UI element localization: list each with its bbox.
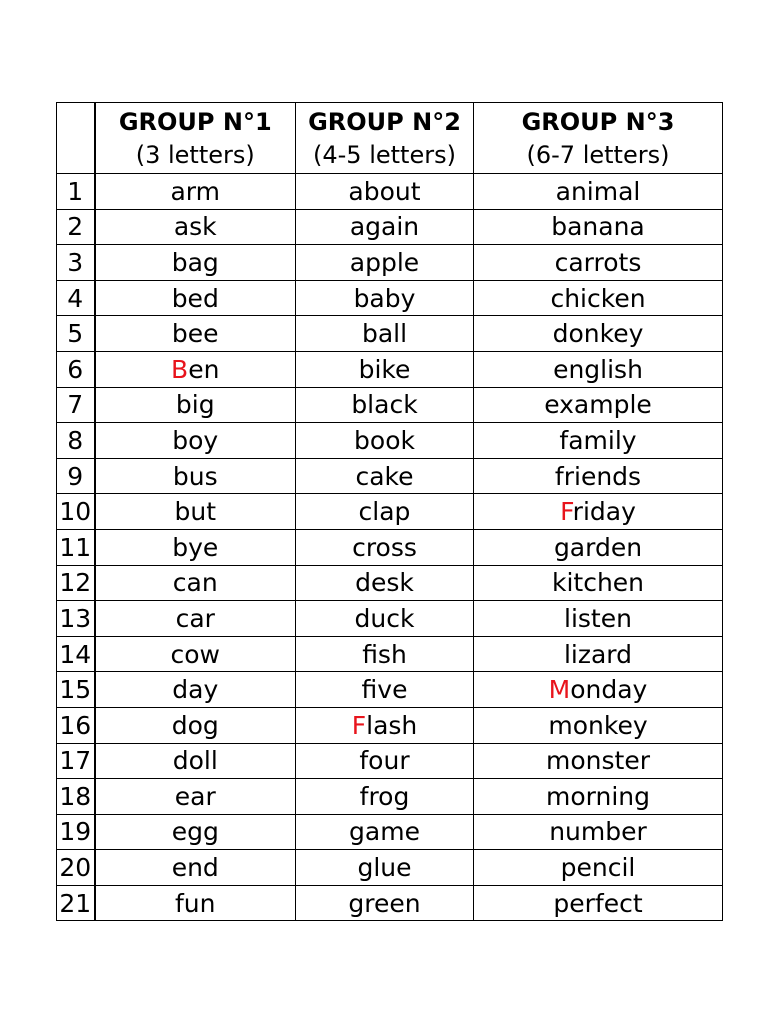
- group-2-subtitle: (4-5 letters): [313, 141, 456, 169]
- group-1-word: day: [95, 672, 296, 708]
- row-number: 11: [57, 529, 95, 565]
- group-1-word: dog: [95, 707, 296, 743]
- header-group-1: [95, 103, 296, 174]
- table-row: [57, 280, 723, 316]
- group-2-word: clap: [296, 494, 474, 530]
- table-row: [57, 458, 723, 494]
- group-3-word: Friday: [474, 494, 723, 530]
- group-3-word: lizard: [474, 636, 723, 672]
- table-row: [57, 885, 723, 921]
- group-1-word: can: [95, 565, 296, 601]
- group-3-title: GROUP N°3: [521, 108, 675, 136]
- table-row: [57, 850, 723, 886]
- table-row: [57, 779, 723, 815]
- group-1-word: egg: [95, 814, 296, 850]
- row-number: 9: [57, 458, 95, 494]
- group-2-word: again: [296, 209, 474, 245]
- group-3-word: banana: [474, 209, 723, 245]
- group-2-word: ball: [296, 316, 474, 352]
- group-1-word: but: [95, 494, 296, 530]
- group-2-word: Flash: [296, 707, 474, 743]
- group-1-word: end: [95, 850, 296, 886]
- group-3-word: number: [474, 814, 723, 850]
- group-2-word: fish: [296, 636, 474, 672]
- table-row: [57, 565, 723, 601]
- group-3-word: garden: [474, 529, 723, 565]
- group-3-word: donkey: [474, 316, 723, 352]
- table-row: [57, 387, 723, 423]
- row-number: 19: [57, 814, 95, 850]
- group-1-word: Ben: [95, 351, 296, 387]
- group-1-word: big: [95, 387, 296, 423]
- row-number: 16: [57, 707, 95, 743]
- group-2-word: duck: [296, 601, 474, 637]
- group-1-word: bee: [95, 316, 296, 352]
- group-2-word: baby: [296, 280, 474, 316]
- row-number: 8: [57, 423, 95, 459]
- group-3-word: monster: [474, 743, 723, 779]
- header-row: [57, 103, 723, 174]
- table-row: [57, 245, 723, 281]
- group-3-word: carrots: [474, 245, 723, 281]
- group-2-word: green: [296, 885, 474, 921]
- row-number: 17: [57, 743, 95, 779]
- group-3-word: listen: [474, 601, 723, 637]
- table-row: [57, 316, 723, 352]
- table-row: [57, 707, 723, 743]
- group-2-word: desk: [296, 565, 474, 601]
- table-row: [57, 601, 723, 637]
- group-1-word: bed: [95, 280, 296, 316]
- table-row: [57, 174, 723, 210]
- group-3-word: example: [474, 387, 723, 423]
- header-group-2: [296, 103, 474, 174]
- group-3-word: monkey: [474, 707, 723, 743]
- table-row: [57, 351, 723, 387]
- group-1-word: bus: [95, 458, 296, 494]
- group-1-word: bag: [95, 245, 296, 281]
- group-3-word: perfect: [474, 885, 723, 921]
- group-1-word: doll: [95, 743, 296, 779]
- row-number: 7: [57, 387, 95, 423]
- group-3-word: Monday: [474, 672, 723, 708]
- table-row: [57, 529, 723, 565]
- row-number: 1: [57, 174, 95, 210]
- group-3-word: friends: [474, 458, 723, 494]
- word-list-table: [56, 102, 723, 921]
- group-2-word: frog: [296, 779, 474, 815]
- table-row: [57, 423, 723, 459]
- header-group-3: [474, 103, 723, 174]
- row-number: 3: [57, 245, 95, 281]
- group-1-word: bye: [95, 529, 296, 565]
- row-number: 5: [57, 316, 95, 352]
- row-number: 20: [57, 850, 95, 886]
- group-3-word: chicken: [474, 280, 723, 316]
- group-1-word: car: [95, 601, 296, 637]
- table-row: [57, 814, 723, 850]
- group-1-title: GROUP N°1: [118, 108, 272, 136]
- word-rows: [57, 174, 723, 921]
- group-2-title: GROUP N°2: [308, 108, 461, 136]
- group-3-subtitle: (6-7 letters): [526, 141, 670, 169]
- group-3-word: morning: [474, 779, 723, 815]
- group-3-word: pencil: [474, 850, 723, 886]
- group-1-word: boy: [95, 423, 296, 459]
- row-number: 21: [57, 885, 95, 921]
- table-row: [57, 672, 723, 708]
- header-number-cell: [57, 103, 95, 174]
- row-number: 14: [57, 636, 95, 672]
- row-number: 4: [57, 280, 95, 316]
- group-2-word: glue: [296, 850, 474, 886]
- group-1-word: ear: [95, 779, 296, 815]
- group-2-word: five: [296, 672, 474, 708]
- row-number: 15: [57, 672, 95, 708]
- group-3-word: family: [474, 423, 723, 459]
- group-3-word: animal: [474, 174, 723, 210]
- row-number: 10: [57, 494, 95, 530]
- group-2-word: black: [296, 387, 474, 423]
- group-2-word: cross: [296, 529, 474, 565]
- row-number: 18: [57, 779, 95, 815]
- row-number: 6: [57, 351, 95, 387]
- table-row: [57, 636, 723, 672]
- group-2-word: apple: [296, 245, 474, 281]
- group-3-word: kitchen: [474, 565, 723, 601]
- row-number: 12: [57, 565, 95, 601]
- row-number: 2: [57, 209, 95, 245]
- table-row: [57, 494, 723, 530]
- group-2-word: game: [296, 814, 474, 850]
- group-2-word: book: [296, 423, 474, 459]
- group-2-word: about: [296, 174, 474, 210]
- table-row: [57, 209, 723, 245]
- group-2-word: cake: [296, 458, 474, 494]
- group-1-subtitle: (3 letters): [135, 141, 255, 169]
- group-1-word: fun: [95, 885, 296, 921]
- group-1-word: ask: [95, 209, 296, 245]
- table-row: [57, 743, 723, 779]
- group-2-word: four: [296, 743, 474, 779]
- group-2-word: bike: [296, 351, 474, 387]
- group-1-word: cow: [95, 636, 296, 672]
- group-3-word: english: [474, 351, 723, 387]
- group-1-word: arm: [95, 174, 296, 210]
- row-number: 13: [57, 601, 95, 637]
